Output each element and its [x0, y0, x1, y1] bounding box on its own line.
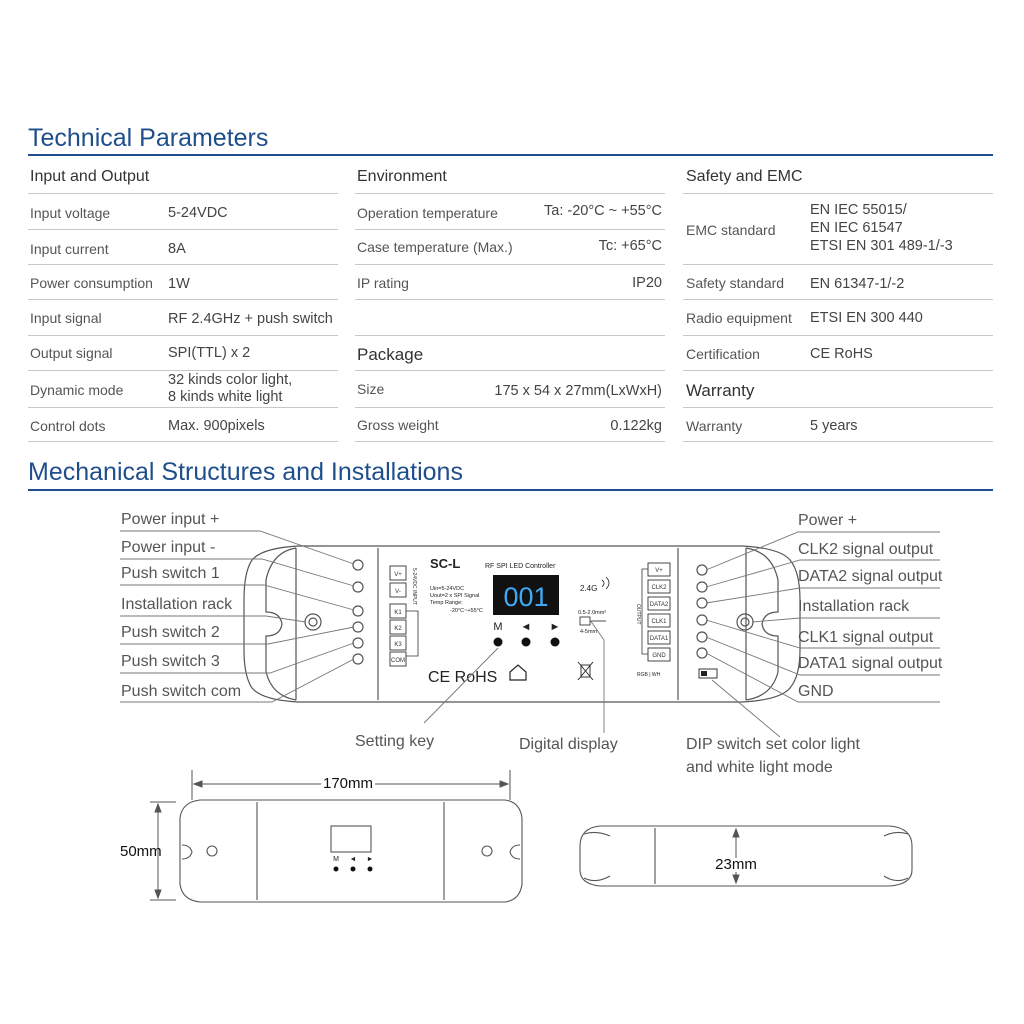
term-label: GND	[652, 653, 666, 659]
callout-data1: DATA1 signal output	[798, 655, 943, 672]
safety-label: Safety standard	[686, 275, 785, 291]
term-label: K1	[394, 610, 402, 616]
io-label: Output signal	[30, 345, 113, 361]
spec-line: Temp Range:	[430, 600, 463, 606]
dim-arrow	[733, 875, 739, 883]
top-view-body	[180, 800, 522, 902]
callout-installation-rack-right: Installation rack	[798, 598, 910, 615]
io-label: Power consumption	[30, 275, 153, 291]
indoor-home-icon	[510, 665, 526, 680]
terminal-hole	[697, 632, 707, 642]
warranty-value: 5 years	[810, 418, 858, 434]
callout-push-switch-com: Push switch com	[121, 683, 242, 700]
terminal-hole	[697, 615, 707, 625]
io-value: SPI(TTL) x 2	[168, 345, 251, 361]
callout-setting-key: Setting key	[355, 733, 435, 750]
io-label: Control dots	[30, 418, 106, 434]
io-value: 32 kinds color light,	[168, 372, 293, 388]
switch-wiring	[406, 611, 418, 656]
io-value: 5-24VDC	[168, 205, 228, 221]
device-name: RF SPI LED Controller	[485, 563, 556, 570]
term-label: K3	[394, 642, 402, 648]
dim-length-label: 170mm	[322, 775, 374, 792]
callout-installation-rack: Installation rack	[121, 596, 233, 613]
warranty-title: Warranty	[686, 381, 755, 400]
input-side-label: 5-24VDC INPUT	[411, 568, 417, 605]
terminal-hole	[697, 565, 707, 575]
dim-arrow	[155, 890, 161, 898]
term-label: K2	[394, 626, 402, 632]
dip-switch-lever	[701, 671, 707, 676]
package-value: 175 x 54 x 27mm(LxWxH)	[494, 383, 662, 399]
environment-title: Environment	[357, 168, 447, 185]
top-view-key-label: ►	[366, 856, 374, 863]
callout-push-switch-2: Push switch 2	[121, 624, 220, 641]
callout-gnd: GND	[798, 683, 834, 700]
io-label: Input current	[30, 241, 109, 257]
technical-parameters-heading: Technical Parameters	[28, 124, 269, 152]
warranty-label: Warranty	[686, 418, 743, 434]
terminal-hole	[353, 654, 363, 664]
package-value: 0.122kg	[610, 418, 662, 434]
key-button	[522, 638, 531, 647]
term-label: V+	[655, 568, 663, 574]
wire-size: 0.5-2.0mm²	[578, 610, 607, 616]
terminal-hole	[353, 638, 363, 648]
io-label: Dynamic mode	[30, 382, 124, 398]
term-label: COM	[391, 658, 405, 664]
callout-digital-display: Digital display	[519, 736, 618, 753]
callout-clk2: CLK2 signal output	[798, 541, 934, 558]
side-view-tab	[584, 832, 908, 836]
io-label: Input voltage	[30, 205, 111, 221]
top-view-screw	[207, 846, 217, 856]
io-label: Input signal	[30, 310, 102, 326]
emc-value: EN IEC 61547	[810, 220, 903, 236]
output-side-label: OUTPUT	[635, 604, 641, 625]
term-label: DATA1	[649, 636, 669, 642]
callout-clk1: CLK1 signal output	[798, 629, 934, 646]
dim-arrow	[194, 781, 202, 787]
callout-power-input-plus: Power input +	[121, 511, 220, 528]
dim-height-label: 23mm	[715, 856, 757, 873]
mechanical-heading: Mechanical Structures and Installations	[28, 458, 463, 486]
key-button	[551, 638, 560, 647]
top-view-key	[351, 867, 356, 872]
output-wiring	[642, 569, 648, 654]
callout-line	[590, 620, 604, 733]
emc-label: EMC standard	[686, 222, 776, 238]
safety-value: EN 61347-1/-2	[810, 276, 905, 292]
safety-label: Radio equipment	[686, 310, 792, 326]
spec-line: Uout=2 x SPI Signal	[430, 593, 480, 599]
callout-line	[752, 618, 940, 622]
term-label: V-	[395, 589, 401, 595]
ce-rohs-mark: CE RoHS	[428, 669, 498, 686]
top-view-key-label: ◄	[349, 856, 357, 863]
terminal-hole	[353, 582, 363, 592]
io-value: Max. 900pixels	[168, 418, 265, 434]
top-view-key	[334, 867, 339, 872]
terminal-hole	[697, 582, 707, 592]
device-model: SC-L	[430, 556, 461, 571]
top-view-screw	[482, 846, 492, 856]
terminal-hole	[697, 598, 707, 608]
top-view-display	[331, 826, 371, 852]
env-label: Operation temperature	[357, 205, 498, 221]
safety-label: Certification	[686, 346, 760, 362]
dip-label: RGB | WH	[637, 672, 661, 678]
term-label: V+	[394, 572, 402, 578]
terminal-hole	[353, 606, 363, 616]
top-view-notch	[510, 845, 520, 859]
top-view-key	[368, 867, 373, 872]
io-value: 8 kinds white light	[168, 389, 283, 405]
term-label: CLK2	[651, 585, 667, 591]
term-label: CLK1	[651, 619, 667, 625]
terminal-hole	[353, 560, 363, 570]
callout-dip-switch: DIP switch set color light	[686, 736, 860, 753]
io-value: 8A	[168, 241, 186, 257]
dim-arrow	[155, 804, 161, 812]
dim-arrow	[733, 829, 739, 837]
io-title: Input and Output	[30, 168, 150, 185]
wireless-icon	[602, 577, 609, 589]
side-view-tab	[584, 876, 908, 881]
emc-value: EN IEC 55015/	[810, 202, 907, 218]
digital-display-value: 001	[503, 582, 549, 612]
package-label: Gross weight	[357, 417, 439, 433]
callout-line	[120, 616, 306, 622]
callout-power-input-minus: Power input -	[121, 539, 216, 556]
io-value: 1W	[168, 276, 190, 292]
env-label: IP rating	[357, 275, 409, 291]
wire-strip-icon	[580, 617, 590, 625]
right-screw-inner	[741, 618, 749, 626]
spec-line: Uin=5-24VDC	[430, 586, 465, 592]
weee-bin-icon	[578, 662, 593, 680]
safety-value: ETSI EN 300 440	[810, 310, 923, 326]
terminal-hole	[697, 648, 707, 658]
key-button	[494, 638, 503, 647]
callout-power-plus: Power +	[798, 512, 858, 529]
band-label: 2.4G	[580, 584, 598, 593]
callout-push-switch-1: Push switch 1	[121, 565, 220, 582]
right-screw	[737, 614, 753, 630]
top-view-key-label: M	[333, 856, 339, 863]
key-label: M	[493, 621, 503, 633]
left-end-cap	[266, 548, 296, 700]
dim-width-label: 50mm	[120, 843, 162, 860]
dim-arrow	[500, 781, 508, 787]
callout-data2: DATA2 signal output	[798, 568, 943, 585]
top-view-notch	[182, 845, 192, 859]
emc-value: ETSI EN 301 489-1/-3	[810, 238, 953, 254]
key-label: ►	[549, 621, 561, 633]
io-value: RF 2.4GHz + push switch	[168, 311, 333, 327]
env-value: IP20	[632, 275, 662, 291]
callout-push-switch-3: Push switch 3	[121, 653, 220, 670]
terminal-hole	[353, 622, 363, 632]
package-label: Size	[357, 381, 385, 397]
env-value: Ta: -20°C ~ +55°C	[544, 203, 662, 219]
term-label: DATA2	[649, 602, 669, 608]
safety-value: CE RoHS	[810, 346, 873, 362]
key-label: ◄	[520, 621, 532, 633]
package-title: Package	[357, 345, 424, 364]
env-value: Tc: +65°C	[598, 238, 662, 254]
env-label: Case temperature (Max.)	[357, 239, 513, 255]
spec-line: -20°C~+55°C	[450, 608, 483, 614]
callout-dip-switch: and white light mode	[686, 759, 833, 776]
safety-title: Safety and EMC	[686, 168, 803, 185]
strip-length: 4-5mm	[580, 629, 598, 635]
left-screw	[305, 614, 321, 630]
left-screw-inner	[309, 618, 317, 626]
